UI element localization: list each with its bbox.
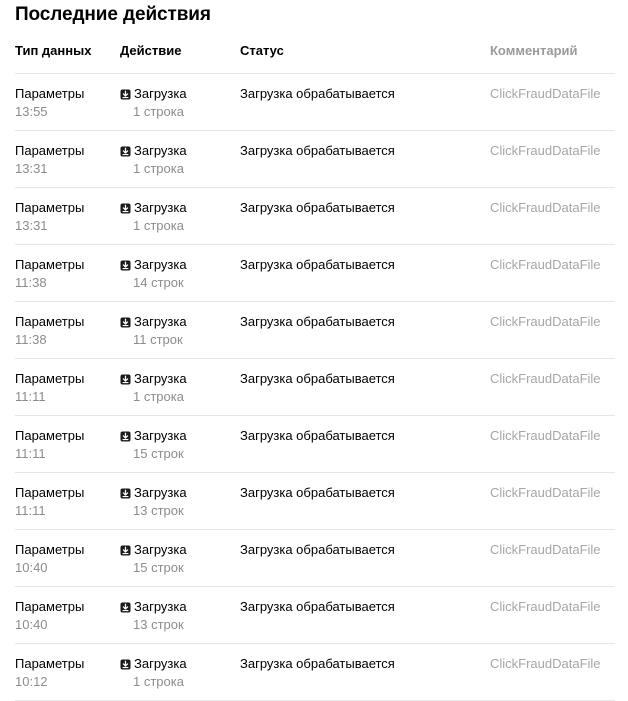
table-row <box>15 473 615 530</box>
row-action <box>120 428 187 444</box>
header-comment: Комментарий <box>490 43 578 58</box>
table-row <box>15 188 615 245</box>
actions-table-body <box>15 74 615 701</box>
upload-icon <box>120 431 131 442</box>
page-title: Последние действия <box>15 4 211 25</box>
upload-icon <box>120 545 131 556</box>
row-comment: ClickFraudDataFile <box>490 656 601 671</box>
row-comment: ClickFraudDataFile <box>490 86 601 101</box>
row-type: Параметры <box>15 200 85 215</box>
row-status: Загрузка обрабатывается <box>240 314 395 329</box>
row-type: Параметры <box>15 371 85 386</box>
table-row <box>15 416 615 473</box>
upload-icon <box>120 659 131 670</box>
row-type: Параметры <box>15 485 85 500</box>
row-comment: ClickFraudDataFile <box>490 200 601 215</box>
row-type: Параметры <box>15 86 85 101</box>
row-count: 1 строка <box>133 674 184 689</box>
row-count: 1 строка <box>133 104 184 119</box>
row-action <box>120 314 187 330</box>
row-count: 14 строк <box>133 275 184 290</box>
row-time: 11:11 <box>15 446 46 461</box>
header-type: Тип данных <box>15 43 92 58</box>
upload-icon <box>120 146 131 157</box>
upload-icon <box>120 203 131 214</box>
row-time: 13:31 <box>15 218 48 233</box>
row-time: 10:40 <box>15 617 48 632</box>
table-row <box>15 530 615 587</box>
row-status: Загрузка обрабатывается <box>240 86 395 101</box>
row-count: 15 строк <box>133 446 184 461</box>
row-time: 11:11 <box>15 389 46 404</box>
row-action <box>120 86 187 102</box>
row-type: Параметры <box>15 542 85 557</box>
upload-icon <box>120 602 131 613</box>
table-row <box>15 245 615 302</box>
row-comment: ClickFraudDataFile <box>490 143 601 158</box>
row-comment: ClickFraudDataFile <box>490 428 601 443</box>
table-row <box>15 359 615 416</box>
header-status: Статус <box>240 43 284 58</box>
row-count: 13 строк <box>133 503 184 518</box>
row-action-label: Загрузка <box>134 200 187 215</box>
row-action-label: Загрузка <box>134 371 187 386</box>
row-comment: ClickFraudDataFile <box>490 485 601 500</box>
row-action-label: Загрузка <box>134 314 187 329</box>
row-action <box>120 599 187 615</box>
table-row <box>15 74 615 131</box>
table-row <box>15 302 615 359</box>
row-time: 10:12 <box>15 674 48 689</box>
row-comment: ClickFraudDataFile <box>490 314 601 329</box>
row-action-label: Загрузка <box>134 656 187 671</box>
row-action-label: Загрузка <box>134 485 187 500</box>
row-time: 13:31 <box>15 161 48 176</box>
row-type: Параметры <box>15 656 85 671</box>
row-action-label: Загрузка <box>134 428 187 443</box>
row-time: 11:11 <box>15 503 46 518</box>
row-type: Параметры <box>15 257 85 272</box>
row-comment: ClickFraudDataFile <box>490 371 601 386</box>
row-status: Загрузка обрабатывается <box>240 599 395 614</box>
row-status: Загрузка обрабатывается <box>240 257 395 272</box>
row-comment: ClickFraudDataFile <box>490 599 601 614</box>
row-comment: ClickFraudDataFile <box>490 257 601 272</box>
upload-icon <box>120 260 131 271</box>
row-status: Загрузка обрабатывается <box>240 485 395 500</box>
row-status: Загрузка обрабатывается <box>240 428 395 443</box>
upload-icon <box>120 89 131 100</box>
row-action <box>120 143 187 159</box>
row-action <box>120 257 187 273</box>
row-status: Загрузка обрабатывается <box>240 200 395 215</box>
row-count: 1 строка <box>133 218 184 233</box>
row-action-label: Загрузка <box>134 542 187 557</box>
row-action-label: Загрузка <box>134 86 187 101</box>
row-action <box>120 200 187 216</box>
row-action-label: Загрузка <box>134 599 187 614</box>
row-time: 11:38 <box>15 332 47 347</box>
row-count: 1 строка <box>133 161 184 176</box>
row-time: 10:40 <box>15 560 48 575</box>
row-type: Параметры <box>15 314 85 329</box>
table-row <box>15 587 615 644</box>
row-count: 11 строк <box>133 332 183 347</box>
upload-icon <box>120 317 131 328</box>
row-action <box>120 371 187 387</box>
row-action-label: Загрузка <box>134 257 187 272</box>
row-action <box>120 656 187 672</box>
upload-icon <box>120 488 131 499</box>
row-count: 1 строка <box>133 389 184 404</box>
row-count: 15 строк <box>133 560 184 575</box>
header-action: Действие <box>120 43 182 58</box>
row-action <box>120 485 187 501</box>
row-count: 13 строк <box>133 617 184 632</box>
row-time: 13:55 <box>15 104 48 119</box>
row-type: Параметры <box>15 143 85 158</box>
row-action-label: Загрузка <box>134 143 187 158</box>
table-header <box>15 43 615 74</box>
table-row <box>15 644 615 701</box>
row-status: Загрузка обрабатывается <box>240 542 395 557</box>
upload-icon <box>120 374 131 385</box>
row-type: Параметры <box>15 428 85 443</box>
row-type: Параметры <box>15 599 85 614</box>
row-status: Загрузка обрабатывается <box>240 371 395 386</box>
row-time: 11:38 <box>15 275 47 290</box>
row-status: Загрузка обрабатывается <box>240 143 395 158</box>
table-row <box>15 131 615 188</box>
row-action <box>120 542 187 558</box>
row-comment: ClickFraudDataFile <box>490 542 601 557</box>
row-status: Загрузка обрабатывается <box>240 656 395 671</box>
